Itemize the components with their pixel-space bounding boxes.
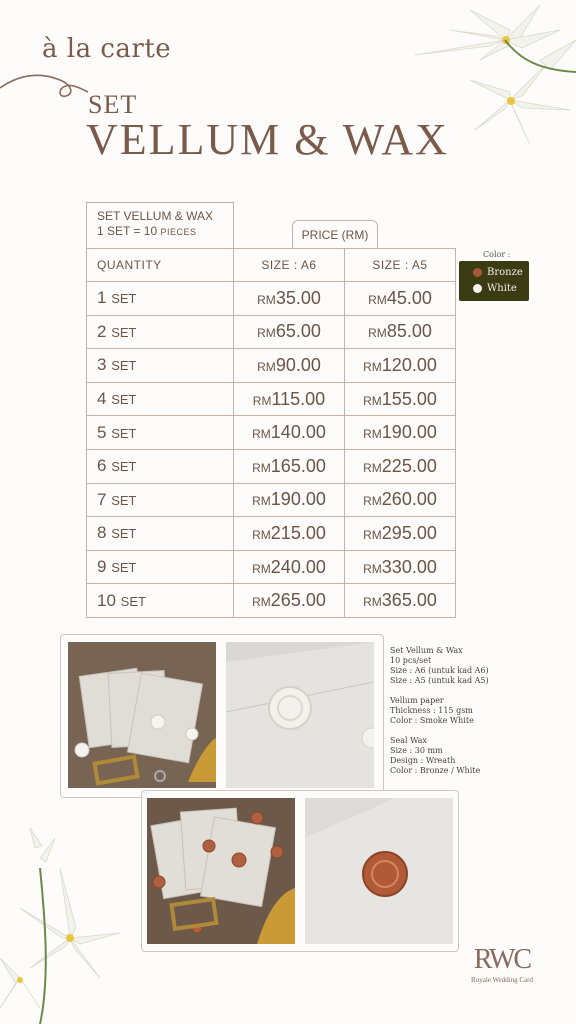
swatch-bronze: Bronze [473, 267, 523, 278]
photo-envelopes-white-wax [68, 642, 216, 788]
color-swatch-panel [459, 261, 529, 301]
price-a5-cell: RM155.00 [345, 382, 456, 416]
table-row [87, 382, 456, 416]
price-a6-cell: RM140.00 [234, 416, 345, 450]
bronze-dot [473, 268, 482, 277]
price-a6-cell: RM240.00 [234, 550, 345, 584]
qty-cell: 1 SET [87, 282, 234, 316]
table-heading-line1: SET VELLUM & WAX [97, 209, 214, 223]
table-row [87, 483, 456, 517]
details-set: Set Vellum & Wax 10 pcs/set Size : A6 (untuk kad A6) Size : A5 (untuk kad A5) [390, 646, 489, 685]
price-a5-cell: RM260.00 [345, 483, 456, 517]
photo-closeup-white-wax [226, 642, 374, 788]
price-a5-cell: RM225.00 [345, 449, 456, 483]
table-row [87, 349, 456, 383]
details-wax: Seal Wax Size : 30 mm Design : Wreath Color : Bronze / White [390, 736, 481, 775]
price-a5-cell: RM45.00 [345, 282, 456, 316]
swirl-ornament [0, 66, 90, 106]
price-a5-cell: RM190.00 [345, 416, 456, 450]
swatch-white: White [473, 283, 517, 294]
white-dot [473, 284, 482, 293]
col-quantity-header: QUANTITY [87, 249, 234, 282]
logo-text: Royale Wedding Card [471, 976, 533, 984]
table-row [87, 449, 456, 483]
price-a5-cell: RM120.00 [345, 349, 456, 383]
table-row [87, 584, 456, 618]
table-row [87, 416, 456, 450]
col-a6-header: SIZE : A6 [234, 249, 345, 282]
qty-cell: 10 SET [87, 584, 234, 618]
lily-flowers-bottom [0, 828, 130, 1024]
color-label: Color : [483, 250, 511, 259]
table-row [87, 517, 456, 551]
price-a5-cell: RM295.00 [345, 517, 456, 551]
qty-cell: 6 SET [87, 449, 234, 483]
price-a5-cell: RM365.00 [345, 584, 456, 618]
qty-cell: 2 SET [87, 315, 234, 349]
table-heading-line2: 1 SET = 10 PIECES [97, 224, 197, 238]
logo-mark: RWC [473, 944, 531, 975]
qty-cell: 9 SET [87, 550, 234, 584]
page-title: VELLUM & WAX [86, 115, 449, 164]
product-details [390, 646, 560, 786]
qty-cell: 4 SET [87, 382, 234, 416]
set-label: SET [88, 90, 138, 119]
table-header-row [87, 249, 456, 282]
qty-cell: 5 SET [87, 416, 234, 450]
price-a6-cell: RM265.00 [234, 584, 345, 618]
price-a6-cell: RM215.00 [234, 517, 345, 551]
photo-envelopes-bronze-wax [147, 798, 295, 944]
brand-logo [471, 946, 533, 984]
qty-cell: 8 SET [87, 517, 234, 551]
qty-cell: 7 SET [87, 483, 234, 517]
price-a5-cell: RM85.00 [345, 315, 456, 349]
col-a5-header: SIZE : A5 [345, 249, 456, 282]
price-a6-cell: RM35.00 [234, 282, 345, 316]
photo-closeup-bronze-wax [305, 798, 453, 944]
table-row [87, 315, 456, 349]
price-a5-cell: RM330.00 [345, 550, 456, 584]
table-row [87, 550, 456, 584]
subtitle: à la carte [42, 34, 172, 64]
price-table [86, 248, 456, 618]
price-a6-cell: RM190.00 [234, 483, 345, 517]
price-a6-cell: RM165.00 [234, 449, 345, 483]
price-a6-cell: RM90.00 [234, 349, 345, 383]
table-row [87, 282, 456, 316]
qty-cell: 3 SET [87, 349, 234, 383]
details-paper: Vellum paper Thickness : 115 gsm Color : Smoke White [390, 696, 474, 725]
price-a6-cell: RM115.00 [234, 382, 345, 416]
price-a6-cell: RM65.00 [234, 315, 345, 349]
price-tab: PRICE (RM) [292, 220, 378, 249]
